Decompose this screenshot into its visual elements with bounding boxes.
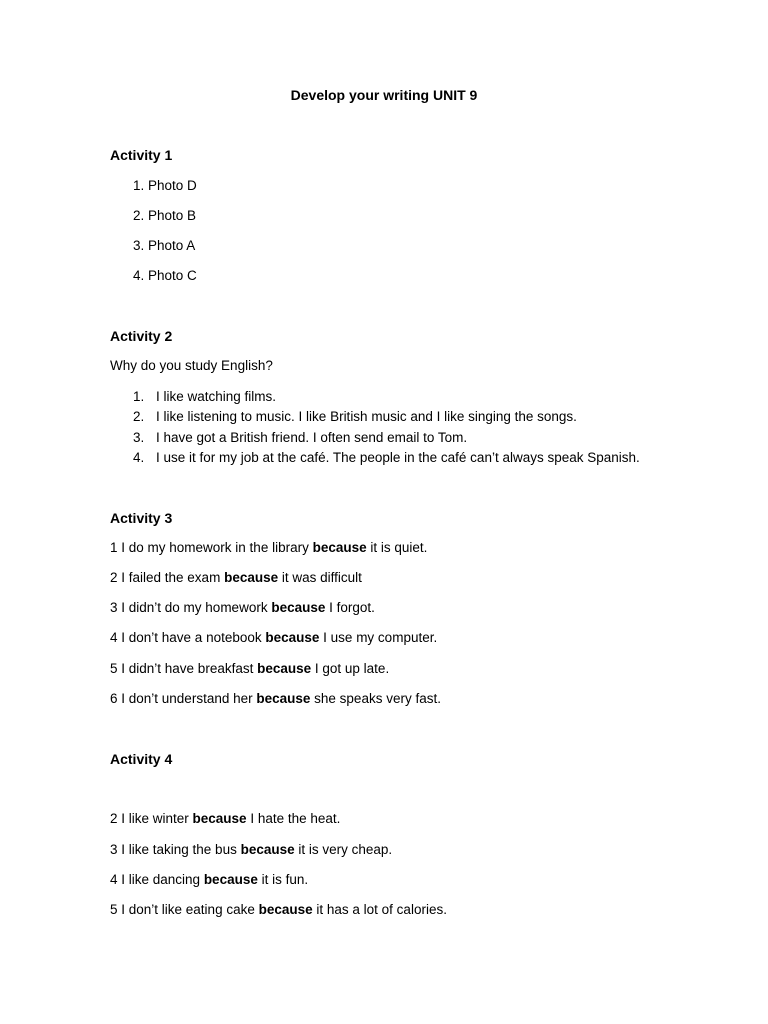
sentence-start: 4 I like dancing bbox=[110, 872, 204, 887]
connector-word: because bbox=[192, 811, 247, 826]
connector-word: because bbox=[271, 600, 326, 615]
sentence-start: 1 I do my homework in the library bbox=[110, 540, 313, 555]
list-number: 2. bbox=[133, 409, 145, 424]
connector-word: because bbox=[257, 661, 312, 676]
activity-3-sentence bbox=[110, 691, 441, 707]
sentence-end: it is fun. bbox=[257, 872, 309, 887]
activity-4-sentence bbox=[110, 902, 447, 918]
connector-word: because bbox=[240, 842, 295, 857]
activity-3-sentence bbox=[110, 570, 362, 586]
document-title: Develop your writing UNIT 9 bbox=[290, 87, 478, 103]
activity-1-item: 2. Photo B bbox=[133, 208, 197, 223]
activity-3-heading: Activity 3 bbox=[110, 510, 173, 526]
sentence-end: I use my computer. bbox=[319, 630, 438, 645]
sentence-end: I forgot. bbox=[325, 600, 375, 615]
activity-1-item: 3. Photo A bbox=[133, 238, 196, 253]
sentence-end: I hate the heat. bbox=[246, 811, 341, 826]
sentence-start: 2 I failed the exam bbox=[110, 570, 225, 585]
sentence-end: it was difficult bbox=[278, 570, 362, 585]
activity-3-sentence bbox=[110, 540, 427, 556]
connector-word: because bbox=[256, 691, 311, 706]
activity-4-sentence bbox=[110, 842, 392, 858]
activity-4-heading: Activity 4 bbox=[110, 751, 173, 767]
sentence-end: it is very cheap. bbox=[294, 842, 393, 857]
activity-2-question: Why do you study English? bbox=[110, 358, 273, 373]
connector-word: because bbox=[258, 902, 313, 917]
activity-4-sentence bbox=[110, 872, 308, 888]
activity-4-sentence bbox=[110, 811, 340, 827]
activity-3-sentence bbox=[110, 661, 389, 677]
connector-word: because bbox=[224, 570, 279, 585]
activity-1-heading: Activity 1 bbox=[110, 147, 173, 163]
sentence-end: she speaks very fast. bbox=[310, 691, 441, 706]
list-number: 4. bbox=[133, 450, 145, 465]
list-number: 3. bbox=[133, 430, 145, 445]
connector-word: because bbox=[203, 872, 258, 887]
activity-1-item: 1. Photo D bbox=[133, 178, 197, 193]
activity-2-heading: Activity 2 bbox=[110, 328, 173, 344]
sentence-start: 3 I didn’t do my homework bbox=[110, 600, 272, 615]
sentence-start: 6 I don’t understand her bbox=[110, 691, 257, 706]
sentence-end: I got up late. bbox=[311, 661, 390, 676]
activity-3-sentence bbox=[110, 600, 375, 616]
list-text: I use it for my job at the café. The people in the café can’t always speak Spanish. bbox=[156, 450, 640, 465]
sentence-start: 2 I like winter bbox=[110, 811, 193, 826]
list-text: I like listening to music. I like British music and I like singing the songs. bbox=[156, 409, 577, 424]
sentence-end: it is quiet. bbox=[366, 540, 428, 555]
sentence-start: 3 I like taking the bus bbox=[110, 842, 241, 857]
connector-word: because bbox=[312, 540, 367, 555]
sentence-start: 4 I don’t have a notebook bbox=[110, 630, 266, 645]
sentence-end: it has a lot of calories. bbox=[312, 902, 447, 917]
list-number: 1. bbox=[133, 389, 145, 404]
list-text: I like watching films. bbox=[156, 389, 277, 404]
activity-3-sentence bbox=[110, 630, 437, 646]
connector-word: because bbox=[265, 630, 320, 645]
sentence-start: 5 I didn’t have breakfast bbox=[110, 661, 258, 676]
sentence-start: 5 I don’t like eating cake bbox=[110, 902, 259, 917]
list-text: I have got a British friend. I often send email to Tom. bbox=[156, 430, 468, 445]
activity-1-item: 4. Photo C bbox=[133, 268, 197, 283]
